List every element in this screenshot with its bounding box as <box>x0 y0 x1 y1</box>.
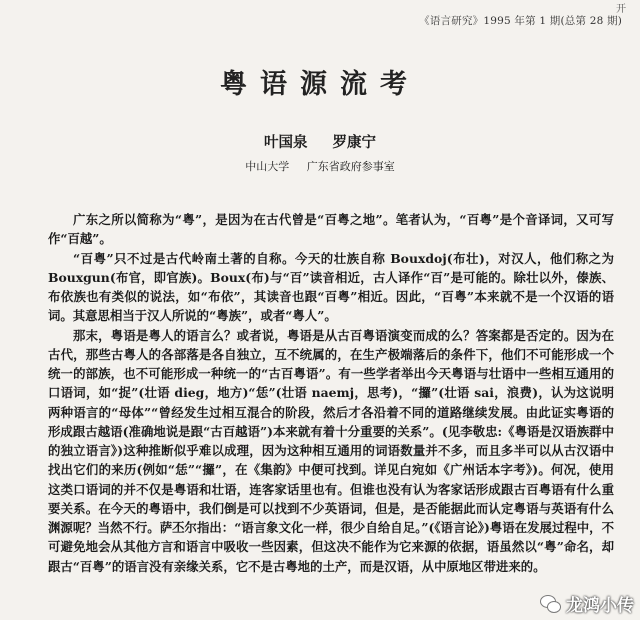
paragraph: 那末，粤语是粤人的语言么？或者说，粤语是从古百粤语演变而成的么？答案都是否定的。因为在古代，那些古粤人的各部落是各自独立，互不统属的，在生产极端落后的条件下，他们不可能形成一个统一的部族，也不可能形成一种统一的“古百粤语”。有一些学者举出今天粤语与壮语中一些相互通用的口语词，如“捉”(壮语 dieg，地方)“恁”(壮语 naemj，思考)，“攞”(壮语 sai，浪费)，认为这说明两种语言的“母体”“曾经发生过相互混合的阶段，然后才各沿着不同的道路继续发展。由此证实粤语的形成跟古越语(准确地说是跟“古百越语”)本来就有着十分重要的关系”。(见李敬忠:《粤语是汉语族群中的独立语言》)这种推断似乎难以成理，因为这种相互通用的词语数量并不多，而且多半可以从古汉语中找出它们的来历(例如“恁”“攞”，在《集韵》中便可找到。详见白宛如《广州话本字考》)。何况，使用这类口语词的并不仅是粤语和壮语，连客家话里也有。但谁也没有认为客家话形成跟古百粤语有什么重要关系。在今天的粤语中，我们倒是可以找到不少英语词，但是，是否能据此而认定粤语与英语有什么渊源呢？当然不行。萨丕尔指出：“语言象文化一样，很少自给自足。”(《语言论》)粤语在发展过程中，不可避免地会从其他方言和语言中吸收一些因素，但这决不能作为它来源的依据，语虽然以“粤”命名，却跟古“百粤”的语言没有亲缘关系，它不是古粤地的土产，而是汉语，从中原地区带进来的。 <box>48 327 614 574</box>
paragraph: 广东之所以简称为“粤”，是因为在古代曾是“百粤之地”。笔者认为，“百粤”是个音译词，又可写作“百越”。 <box>48 212 614 247</box>
wechat-badge <box>540 591 634 616</box>
author-affiliation: 中山大学 广东省政府参事室 <box>245 160 395 173</box>
corner-mark: 开 <box>616 4 626 15</box>
article-body <box>48 210 614 576</box>
wechat-icon <box>540 593 562 615</box>
badge-text: 龙鸿小传 <box>566 596 634 616</box>
article-title: 粤语源流考 <box>220 69 420 100</box>
journal-header: 《语言研究》1995 年第 1 期(总第 28 期) <box>419 15 622 27</box>
author-names: 叶国泉 罗康宁 <box>263 134 377 151</box>
paragraph: “百粤”只不过是古代岭南土著的自称。今天的壮族自称 Bouxdoj(布壮)，对汉人，他们称之为 Bouxgun(布官，即官族)。Boux(布)与“百”读音相近，古人译作“百”是可能的。除壮以外，傣族、布依族也有类似的说法，如“布依”，其读音也跟“百粤”相近。因此，“百粤”本来就不是一个汉语的语词。其意思相当于汉人所说的“粤族”，或者“粤人”。 <box>48 250 614 324</box>
